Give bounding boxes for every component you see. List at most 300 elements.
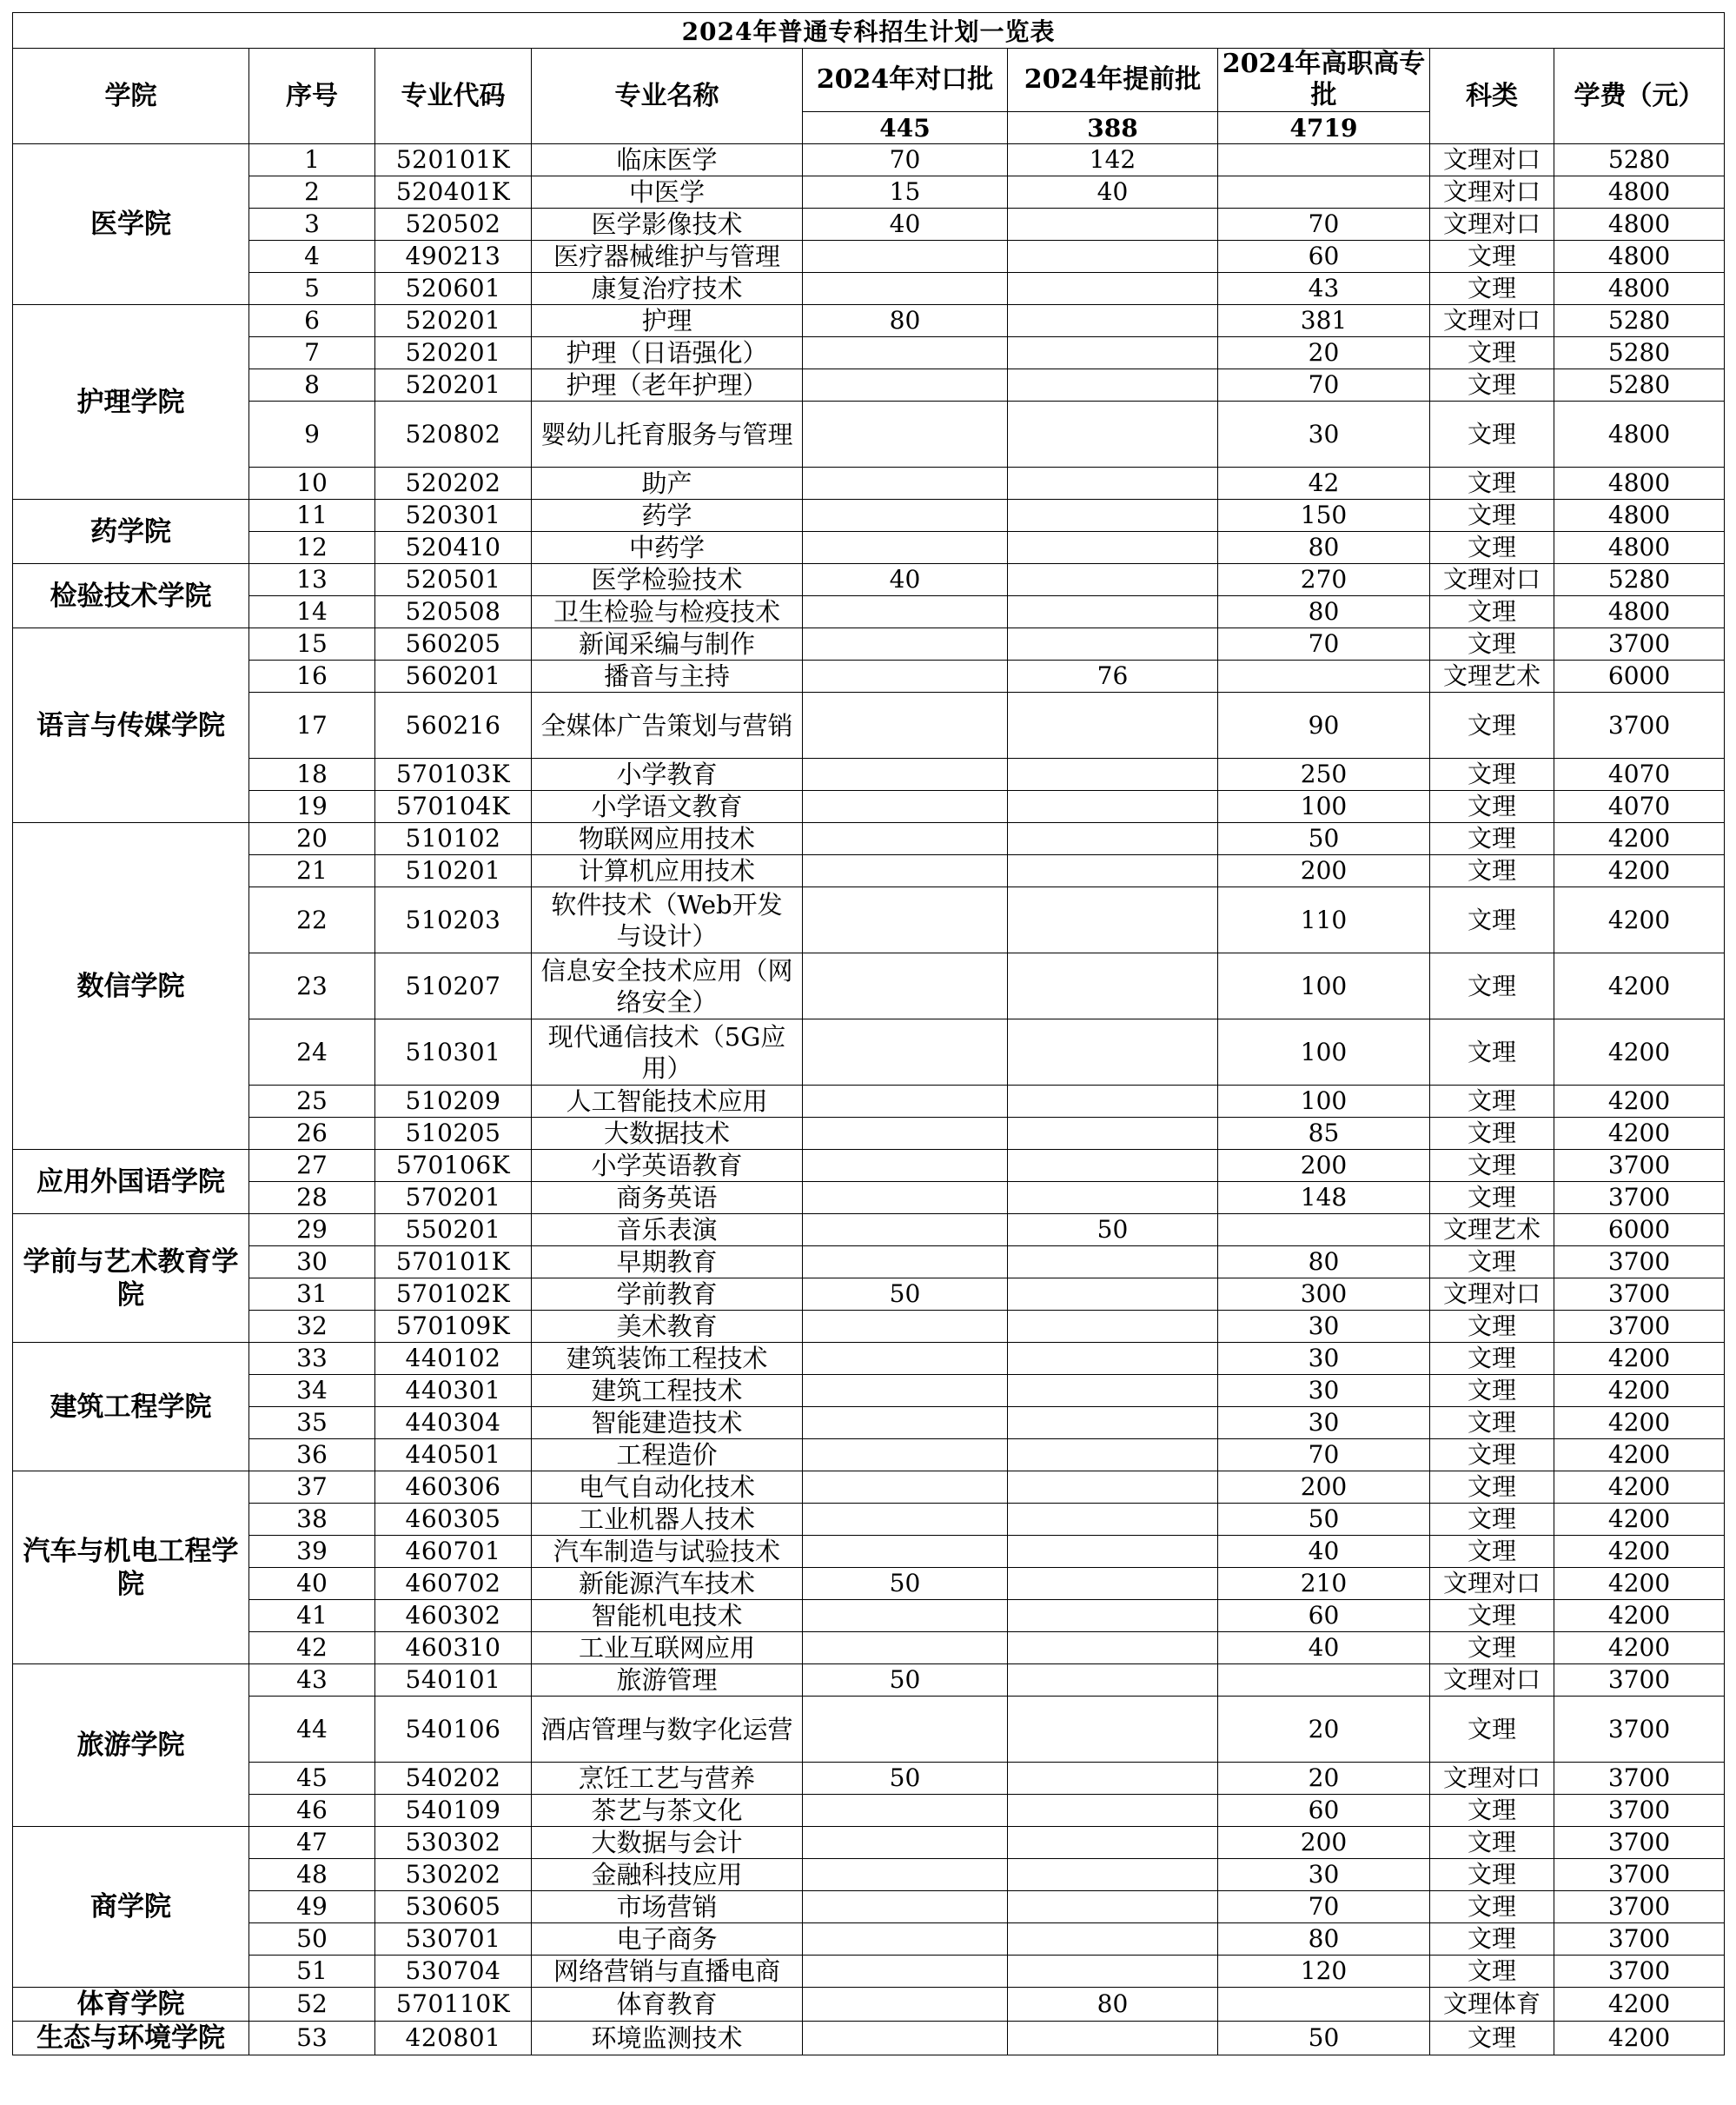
seq-cell: 41: [249, 1600, 375, 1632]
gaozhi-cell: [1218, 144, 1430, 176]
major-name-cell: 护理: [532, 305, 803, 337]
category-cell: 文理: [1430, 1632, 1554, 1664]
category-cell: 文理: [1430, 1795, 1554, 1827]
gaozhi-cell: 100: [1218, 791, 1430, 823]
seq-cell: 49: [249, 1891, 375, 1923]
fee-cell: 4200: [1554, 1019, 1725, 1086]
code-cell: 560205: [375, 628, 532, 661]
tiqian-cell: [1008, 1407, 1218, 1439]
category-cell: 文理: [1430, 1182, 1554, 1214]
major-name-cell: 人工智能技术应用: [532, 1086, 803, 1118]
table-row: [13, 1019, 1725, 1086]
duikou-cell: 80: [803, 305, 1008, 337]
tiqian-cell: 40: [1008, 176, 1218, 209]
code-cell: 570106K: [375, 1150, 532, 1182]
seq-cell: 40: [249, 1568, 375, 1600]
category-cell: 文理体育: [1430, 1988, 1554, 2022]
gaozhi-cell: 80: [1218, 1246, 1430, 1278]
header-seq: 序号: [249, 49, 375, 144]
duikou-cell: [803, 1988, 1008, 2022]
code-cell: 530704: [375, 1956, 532, 1988]
table-row: [13, 369, 1725, 402]
major-name-cell: 旅游管理: [532, 1664, 803, 1697]
gaozhi-cell: 20: [1218, 1697, 1430, 1763]
major-name-cell: 商务英语: [532, 1182, 803, 1214]
duikou-cell: [803, 1697, 1008, 1763]
major-name-cell: 体育教育: [532, 1988, 803, 2022]
table-row: [13, 1632, 1725, 1664]
code-cell: 570110K: [375, 1988, 532, 2022]
gaozhi-cell: 100: [1218, 953, 1430, 1019]
tiqian-cell: [1008, 887, 1218, 953]
tiqian-cell: [1008, 1536, 1218, 1568]
header-batch-tiqian: 2024年提前批: [1008, 49, 1218, 112]
fee-cell: 3700: [1554, 1891, 1725, 1923]
duikou-cell: [803, 1019, 1008, 1086]
gaozhi-cell: 30: [1218, 1343, 1430, 1375]
major-name-cell: 建筑工程技术: [532, 1375, 803, 1407]
category-cell: 文理: [1430, 1859, 1554, 1891]
header-category: 科类: [1430, 49, 1554, 144]
tiqian-cell: [1008, 1956, 1218, 1988]
category-cell: 文理: [1430, 1891, 1554, 1923]
duikou-cell: [803, 1956, 1008, 1988]
category-cell: 文理对口: [1430, 1568, 1554, 1600]
seq-cell: 22: [249, 887, 375, 953]
major-name-cell: 智能机电技术: [532, 1600, 803, 1632]
gaozhi-cell: 80: [1218, 532, 1430, 564]
table-row: [13, 337, 1725, 369]
fee-cell: 4200: [1554, 1471, 1725, 1504]
tiqian-cell: 142: [1008, 144, 1218, 176]
gaozhi-cell: 250: [1218, 759, 1430, 791]
tiqian-cell: [1008, 759, 1218, 791]
gaozhi-cell: 70: [1218, 1891, 1430, 1923]
major-name-cell: 新能源汽车技术: [532, 1568, 803, 1600]
fee-cell: 3700: [1554, 693, 1725, 759]
gaozhi-cell: 60: [1218, 1795, 1430, 1827]
category-cell: 文理对口: [1430, 176, 1554, 209]
major-name-cell: 美术教育: [532, 1311, 803, 1343]
seq-cell: 35: [249, 1407, 375, 1439]
seq-cell: 3: [249, 209, 375, 241]
code-cell: 550201: [375, 1214, 532, 1246]
table-row: [13, 759, 1725, 791]
table-body: [13, 144, 1725, 2055]
gaozhi-cell: 90: [1218, 693, 1430, 759]
tiqian-cell: [1008, 532, 1218, 564]
seq-cell: 9: [249, 402, 375, 468]
fee-cell: 4200: [1554, 1343, 1725, 1375]
seq-cell: 32: [249, 1311, 375, 1343]
category-cell: 文理: [1430, 823, 1554, 855]
gaozhi-cell: 60: [1218, 1600, 1430, 1632]
tiqian-cell: [1008, 693, 1218, 759]
gaozhi-cell: [1218, 1988, 1430, 2022]
total-tiqian: 388: [1008, 112, 1218, 144]
tiqian-cell: [1008, 823, 1218, 855]
gaozhi-cell: 50: [1218, 1504, 1430, 1536]
category-cell: 文理: [1430, 628, 1554, 661]
fee-cell: 4200: [1554, 1407, 1725, 1439]
header-batch-duikou: 2024年对口批: [803, 49, 1008, 112]
code-cell: 520202: [375, 468, 532, 500]
seq-cell: 29: [249, 1214, 375, 1246]
category-cell: 文理: [1430, 1439, 1554, 1471]
gaozhi-cell: 42: [1218, 468, 1430, 500]
fee-cell: 4800: [1554, 468, 1725, 500]
tiqian-cell: [1008, 1664, 1218, 1697]
category-cell: 文理: [1430, 1246, 1554, 1278]
gaozhi-cell: 200: [1218, 855, 1430, 887]
seq-cell: 13: [249, 564, 375, 596]
category-cell: 文理: [1430, 1956, 1554, 1988]
fee-cell: 3700: [1554, 1311, 1725, 1343]
category-cell: 文理: [1430, 369, 1554, 402]
code-cell: 520401K: [375, 176, 532, 209]
duikou-cell: [803, 1182, 1008, 1214]
major-name-cell: 烹饪工艺与营养: [532, 1763, 803, 1795]
fee-cell: 4200: [1554, 1375, 1725, 1407]
category-cell: 文理: [1430, 1923, 1554, 1956]
fee-cell: 3700: [1554, 1859, 1725, 1891]
table-row: [13, 1988, 1725, 2022]
gaozhi-cell: 85: [1218, 1118, 1430, 1150]
fee-cell: 3700: [1554, 1278, 1725, 1311]
major-name-cell: 卫生检验与检疫技术: [532, 596, 803, 628]
major-name-cell: 大数据与会计: [532, 1827, 803, 1859]
seq-cell: 36: [249, 1439, 375, 1471]
fee-cell: 4070: [1554, 791, 1725, 823]
header-college: 学院: [13, 49, 249, 144]
category-cell: 文理对口: [1430, 1664, 1554, 1697]
fee-cell: 3700: [1554, 1827, 1725, 1859]
fee-cell: 4200: [1554, 887, 1725, 953]
code-cell: 570102K: [375, 1278, 532, 1311]
table-row: [13, 693, 1725, 759]
college-name-cell: 学前与艺术教育学院: [13, 1214, 249, 1343]
fee-cell: 4070: [1554, 759, 1725, 791]
code-cell: 570104K: [375, 791, 532, 823]
seq-cell: 6: [249, 305, 375, 337]
fee-cell: 4800: [1554, 532, 1725, 564]
fee-cell: 3700: [1554, 1182, 1725, 1214]
code-cell: 420801: [375, 2022, 532, 2055]
major-name-cell: 市场营销: [532, 1891, 803, 1923]
duikou-cell: [803, 369, 1008, 402]
code-cell: 520101K: [375, 144, 532, 176]
table-row: [13, 176, 1725, 209]
code-cell: 570109K: [375, 1311, 532, 1343]
code-cell: 520201: [375, 337, 532, 369]
duikou-cell: [803, 468, 1008, 500]
seq-cell: 45: [249, 1763, 375, 1795]
tiqian-cell: [1008, 1019, 1218, 1086]
table-row: [13, 1086, 1725, 1118]
gaozhi-cell: 60: [1218, 241, 1430, 273]
seq-cell: 43: [249, 1664, 375, 1697]
tiqian-cell: [1008, 564, 1218, 596]
tiqian-cell: [1008, 2022, 1218, 2055]
code-cell: 460702: [375, 1568, 532, 1600]
code-cell: 570103K: [375, 759, 532, 791]
fee-cell: 5280: [1554, 144, 1725, 176]
college-name-cell: 检验技术学院: [13, 564, 249, 628]
code-cell: 460306: [375, 1471, 532, 1504]
major-name-cell: 临床医学: [532, 144, 803, 176]
duikou-cell: [803, 1086, 1008, 1118]
fee-cell: 4800: [1554, 596, 1725, 628]
college-name-cell: 医学院: [13, 144, 249, 305]
seq-cell: 50: [249, 1923, 375, 1956]
major-name-cell: 康复治疗技术: [532, 273, 803, 305]
code-cell: 460701: [375, 1536, 532, 1568]
code-cell: 520502: [375, 209, 532, 241]
code-cell: 460310: [375, 1632, 532, 1664]
fee-cell: 3700: [1554, 1246, 1725, 1278]
header-name: 专业名称: [532, 49, 803, 144]
seq-cell: 7: [249, 337, 375, 369]
duikou-cell: [803, 759, 1008, 791]
college-name-cell: 旅游学院: [13, 1664, 249, 1827]
duikou-cell: [803, 1827, 1008, 1859]
duikou-cell: 50: [803, 1763, 1008, 1795]
category-cell: 文理: [1430, 887, 1554, 953]
fee-cell: 4200: [1554, 1086, 1725, 1118]
duikou-cell: [803, 1536, 1008, 1568]
college-name-cell: 药学院: [13, 500, 249, 564]
duikou-cell: [803, 1632, 1008, 1664]
gaozhi-cell: 150: [1218, 500, 1430, 532]
gaozhi-cell: 50: [1218, 823, 1430, 855]
duikou-cell: [803, 1504, 1008, 1536]
fee-cell: 4200: [1554, 1600, 1725, 1632]
tiqian-cell: [1008, 1923, 1218, 1956]
duikou-cell: [803, 1600, 1008, 1632]
seq-cell: 38: [249, 1504, 375, 1536]
fee-cell: 6000: [1554, 1214, 1725, 1246]
major-name-cell: 大数据技术: [532, 1118, 803, 1150]
gaozhi-cell: [1218, 1214, 1430, 1246]
duikou-cell: [803, 1795, 1008, 1827]
table-row: [13, 628, 1725, 661]
tiqian-cell: [1008, 628, 1218, 661]
category-cell: 文理对口: [1430, 305, 1554, 337]
category-cell: 文理: [1430, 791, 1554, 823]
code-cell: 540109: [375, 1795, 532, 1827]
seq-cell: 46: [249, 1795, 375, 1827]
fee-cell: 3700: [1554, 1697, 1725, 1763]
gaozhi-cell: 30: [1218, 1311, 1430, 1343]
category-cell: 文理: [1430, 1311, 1554, 1343]
major-name-cell: 新闻采编与制作: [532, 628, 803, 661]
total-duikou: 445: [803, 112, 1008, 144]
tiqian-cell: [1008, 1086, 1218, 1118]
code-cell: 510102: [375, 823, 532, 855]
table-row: [13, 1246, 1725, 1278]
table-row: [13, 305, 1725, 337]
tiqian-cell: [1008, 1182, 1218, 1214]
major-name-cell: 智能建造技术: [532, 1407, 803, 1439]
code-cell: 490213: [375, 241, 532, 273]
code-cell: 520508: [375, 596, 532, 628]
gaozhi-cell: 120: [1218, 1956, 1430, 1988]
duikou-cell: [803, 402, 1008, 468]
code-cell: 440102: [375, 1343, 532, 1375]
category-cell: 文理: [1430, 1504, 1554, 1536]
tiqian-cell: [1008, 1118, 1218, 1150]
table-row: [13, 144, 1725, 176]
major-name-cell: 电子商务: [532, 1923, 803, 1956]
code-cell: 440304: [375, 1407, 532, 1439]
fee-cell: 4200: [1554, 1439, 1725, 1471]
table-row: [13, 1407, 1725, 1439]
fee-cell: 4800: [1554, 500, 1725, 532]
duikou-cell: [803, 1439, 1008, 1471]
table-row: [13, 273, 1725, 305]
duikou-cell: [803, 693, 1008, 759]
code-cell: 530302: [375, 1827, 532, 1859]
fee-cell: 4200: [1554, 1536, 1725, 1568]
header-code: 专业代码: [375, 49, 532, 144]
tiqian-cell: [1008, 468, 1218, 500]
category-cell: 文理: [1430, 468, 1554, 500]
fee-cell: 3700: [1554, 1795, 1725, 1827]
code-cell: 530202: [375, 1859, 532, 1891]
seq-cell: 51: [249, 1956, 375, 1988]
table-row: [13, 1891, 1725, 1923]
gaozhi-cell: 100: [1218, 1086, 1430, 1118]
table-row: [13, 1536, 1725, 1568]
table-row: [13, 887, 1725, 953]
fee-cell: 4200: [1554, 1568, 1725, 1600]
seq-cell: 44: [249, 1697, 375, 1763]
major-name-cell: 小学英语教育: [532, 1150, 803, 1182]
duikou-cell: 50: [803, 1664, 1008, 1697]
fee-cell: 4200: [1554, 1118, 1725, 1150]
duikou-cell: [803, 337, 1008, 369]
category-cell: 文理: [1430, 532, 1554, 564]
major-name-cell: 现代通信技术（5G应用）: [532, 1019, 803, 1086]
tiqian-cell: [1008, 596, 1218, 628]
duikou-cell: [803, 1150, 1008, 1182]
tiqian-cell: [1008, 1568, 1218, 1600]
table-row: [13, 1795, 1725, 1827]
gaozhi-cell: 70: [1218, 369, 1430, 402]
tiqian-cell: [1008, 337, 1218, 369]
table-row: [13, 791, 1725, 823]
duikou-cell: [803, 887, 1008, 953]
fee-cell: 4200: [1554, 2022, 1725, 2055]
tiqian-cell: [1008, 500, 1218, 532]
major-name-cell: 茶艺与茶文化: [532, 1795, 803, 1827]
gaozhi-cell: 30: [1218, 402, 1430, 468]
tiqian-cell: [1008, 855, 1218, 887]
fee-cell: 4800: [1554, 273, 1725, 305]
seq-cell: 27: [249, 1150, 375, 1182]
category-cell: 文理: [1430, 596, 1554, 628]
gaozhi-cell: 381: [1218, 305, 1430, 337]
category-cell: 文理对口: [1430, 1278, 1554, 1311]
tiqian-cell: [1008, 1795, 1218, 1827]
code-cell: 510207: [375, 953, 532, 1019]
fee-cell: 3700: [1554, 628, 1725, 661]
tiqian-cell: [1008, 1439, 1218, 1471]
duikou-cell: [803, 2022, 1008, 2055]
total-gaozhi: 4719: [1218, 112, 1430, 144]
seq-cell: 14: [249, 596, 375, 628]
fee-cell: 3700: [1554, 1664, 1725, 1697]
table-row: [13, 468, 1725, 500]
gaozhi-cell: [1218, 1664, 1430, 1697]
seq-cell: 24: [249, 1019, 375, 1086]
duikou-cell: [803, 596, 1008, 628]
gaozhi-cell: 110: [1218, 887, 1430, 953]
fee-cell: 3700: [1554, 1150, 1725, 1182]
gaozhi-cell: 200: [1218, 1150, 1430, 1182]
gaozhi-cell: 20: [1218, 1763, 1430, 1795]
major-name-cell: 工程造价: [532, 1439, 803, 1471]
category-cell: 文理: [1430, 241, 1554, 273]
seq-cell: 23: [249, 953, 375, 1019]
tiqian-cell: [1008, 1697, 1218, 1763]
fee-cell: 4200: [1554, 823, 1725, 855]
category-cell: 文理: [1430, 1150, 1554, 1182]
seq-cell: 11: [249, 500, 375, 532]
gaozhi-cell: 80: [1218, 1923, 1430, 1956]
table-row: [13, 1471, 1725, 1504]
seq-cell: 10: [249, 468, 375, 500]
code-cell: 570101K: [375, 1246, 532, 1278]
tiqian-cell: [1008, 402, 1218, 468]
seq-cell: 1: [249, 144, 375, 176]
seq-cell: 28: [249, 1182, 375, 1214]
major-name-cell: 小学语文教育: [532, 791, 803, 823]
fee-cell: 4800: [1554, 241, 1725, 273]
gaozhi-cell: 210: [1218, 1568, 1430, 1600]
category-cell: 文理: [1430, 1086, 1554, 1118]
category-cell: 文理: [1430, 1343, 1554, 1375]
code-cell: 520802: [375, 402, 532, 468]
code-cell: 520410: [375, 532, 532, 564]
category-cell: 文理对口: [1430, 209, 1554, 241]
tiqian-cell: 80: [1008, 1988, 1218, 2022]
college-name-cell: 应用外国语学院: [13, 1150, 249, 1214]
major-name-cell: 小学教育: [532, 759, 803, 791]
category-cell: 文理: [1430, 1407, 1554, 1439]
tiqian-cell: [1008, 953, 1218, 1019]
duikou-cell: 15: [803, 176, 1008, 209]
table-row: [13, 532, 1725, 564]
tiqian-cell: [1008, 369, 1218, 402]
major-name-cell: 早期教育: [532, 1246, 803, 1278]
code-cell: 530605: [375, 1891, 532, 1923]
major-name-cell: 全媒体广告策划与营销: [532, 693, 803, 759]
tiqian-cell: 76: [1008, 661, 1218, 693]
seq-cell: 2: [249, 176, 375, 209]
category-cell: 文理: [1430, 273, 1554, 305]
duikou-cell: [803, 628, 1008, 661]
duikou-cell: 70: [803, 144, 1008, 176]
major-name-cell: 婴幼儿托育服务与管理: [532, 402, 803, 468]
gaozhi-cell: 30: [1218, 1375, 1430, 1407]
fee-cell: 4800: [1554, 176, 1725, 209]
category-cell: 文理对口: [1430, 1763, 1554, 1795]
table-row: [13, 500, 1725, 532]
gaozhi-cell: 30: [1218, 1407, 1430, 1439]
tiqian-cell: 50: [1008, 1214, 1218, 1246]
category-cell: 文理: [1430, 1697, 1554, 1763]
